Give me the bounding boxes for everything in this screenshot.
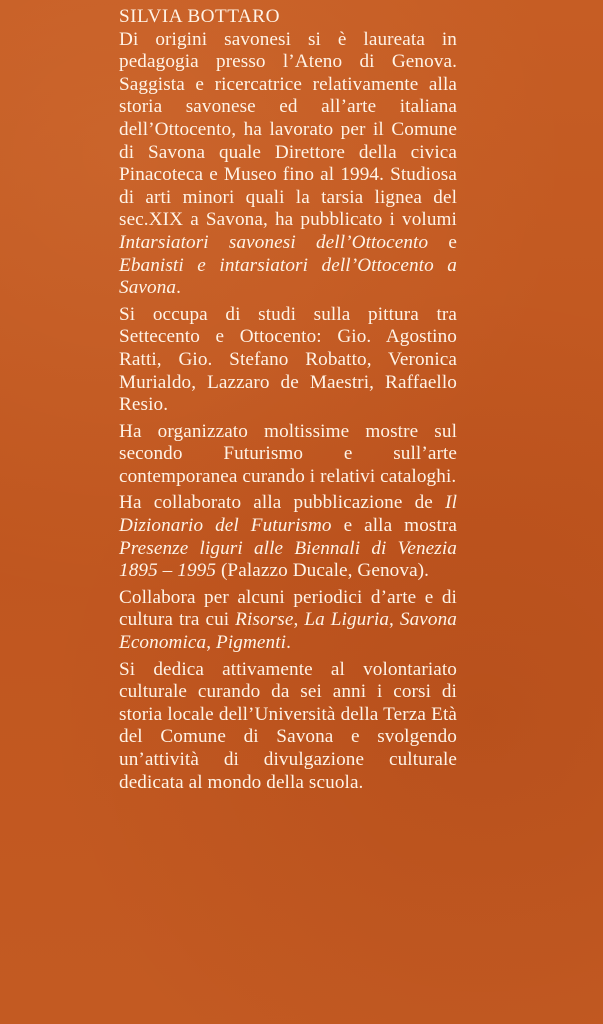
exhibition-title: Presenze liguri alle Biennali di Venezia 1895 – 1995 <box>119 537 457 582</box>
periodical-title: Savona Economica <box>119 609 457 654</box>
bio-paragraph-periodicals <box>119 587 457 655</box>
bio-text: e alla mostra <box>331 515 457 537</box>
bio-text: Di origini savonesi si è laureata in pedagogia presso l’Ateno di Genova. Saggista e ricercatrice relativamente alla storia savonese ed all’arte italiana dell’Ottocento, ha lavorato per il Comune di Savona quale Direttore della civica Pinacoteca e Museo fino al 1994. Studiosa di arti minori quali la tarsia lignea del sec.XIX a Savona, ha pubblicato i volumi <box>119 28 457 231</box>
bio-paragraph-volunteering <box>119 659 457 795</box>
bio-text: e <box>428 231 457 253</box>
bio-text: . <box>176 277 181 299</box>
bio-paragraph-education <box>119 29 457 300</box>
periodical-title: Risorse <box>235 609 294 631</box>
bio-text: (Palazzo Ducale, Genova). <box>216 560 430 582</box>
author-name: SILVIA BOTTARO <box>119 6 280 27</box>
bio-text: , <box>389 609 400 631</box>
book-title-ebanisti: Ebanisti e intarsiatori dell’Ottocento a Savona <box>119 254 457 299</box>
bio-text: . <box>286 632 291 654</box>
bio-paragraph-exhibitions <box>119 421 457 489</box>
bio-text: Collabora per alcuni periodici d’arte e di cultura tra cui <box>119 586 457 631</box>
periodical-title: Pigmenti <box>216 632 287 654</box>
bio-text: Ha organizzato moltissime mostre sul secondo Futurismo e sull’arte contemporanea curando i relativi cataloghi. <box>119 420 457 487</box>
publication-title: Il Dizionario del Futurismo <box>119 492 457 537</box>
bio-paragraph-collaborations <box>119 492 457 582</box>
bio-text: , <box>293 609 305 631</box>
book-title-intarsiatori: Intarsiatori savonesi dell’Ottocento <box>119 231 429 253</box>
author-bio <box>119 6 457 794</box>
periodical-title: La Liguria <box>304 609 390 631</box>
bio-text: Ha collaborato alla pubblicazione de <box>119 492 446 514</box>
bio-paragraph-painting-studies <box>119 304 457 417</box>
bio-text: Si occupa di studi sulla pittura tra Settecento e Ottocento: Gio. Agostino Ratti, Gio. Stefano Robatto, Veronica Murialdo, Lazzaro de Maestri, Raffaello Resio. <box>119 303 457 416</box>
bio-text: Si dedica attivamente al volontariato culturale curando da sei anni i corsi di storia locale dell’Università della Terza Età del Comune di Savona e svolgendo un’attività di divulgazione culturale dedicata al mondo della scuola. <box>119 658 457 793</box>
bio-text: , <box>206 632 217 654</box>
